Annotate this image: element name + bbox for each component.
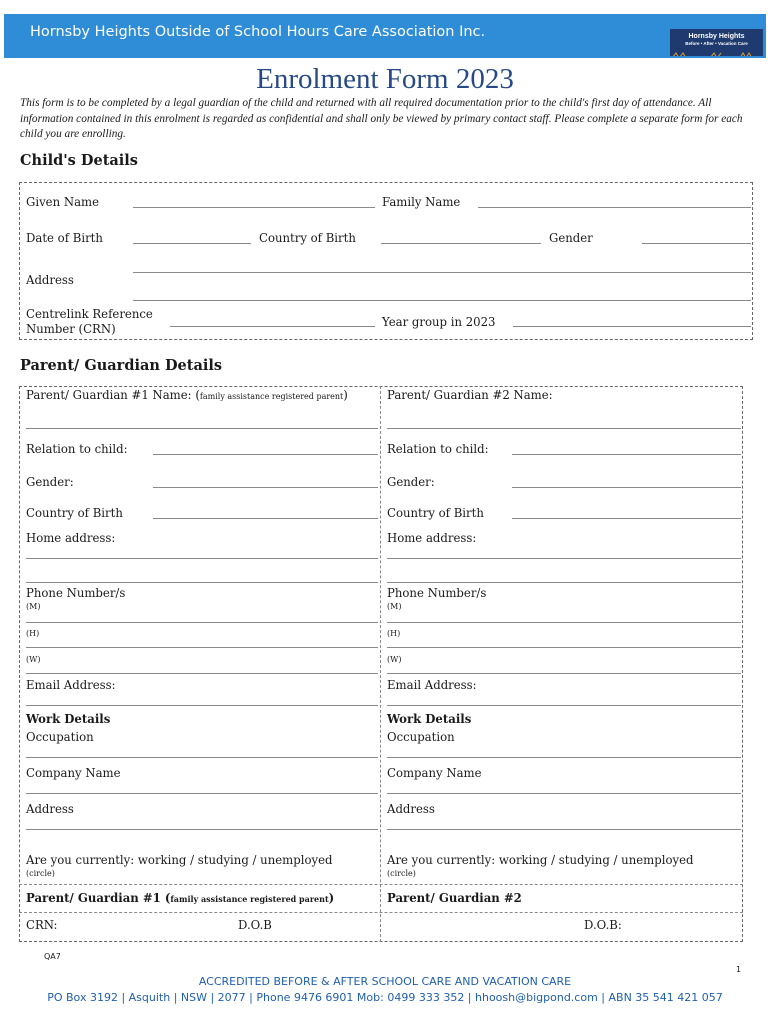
p2-home-phone-label: (H) [387, 629, 401, 638]
registration-divider [19, 884, 743, 885]
year-group-field[interactable] [513, 326, 751, 327]
child-country-label: Country of Birth [259, 231, 356, 245]
p1-home-address-field-1[interactable] [26, 558, 378, 559]
p2-occupation-label: Occupation [387, 730, 455, 744]
p1-status-label: Are you currently: working / studying / unemployed [26, 853, 333, 867]
family-name-field[interactable] [478, 207, 751, 208]
logo-line-2: Before • After • Vacation Care [685, 41, 748, 46]
p2-country-field[interactable] [512, 518, 741, 519]
p1-relation-field[interactable] [153, 454, 378, 455]
p2-occupation-field[interactable] [387, 757, 741, 758]
p1-home-address-label: Home address: [26, 531, 116, 545]
p1-mobile-field[interactable] [26, 622, 378, 623]
p2-gender-field[interactable] [512, 487, 741, 488]
p1-work-address-field[interactable] [26, 829, 378, 830]
child-address-field-1[interactable] [133, 272, 751, 273]
form-code: QA7 [44, 952, 61, 961]
p1-email-field[interactable] [26, 705, 378, 706]
p2-home-address-label: Home address: [387, 531, 477, 545]
p1-relation-label: Relation to child: [26, 442, 128, 456]
p2-mobile-label: (M) [387, 602, 402, 611]
p2-email-label: Email Address: [387, 678, 477, 692]
p1-home-phone-field[interactable] [26, 647, 378, 648]
child-gender-label: Gender [549, 231, 593, 245]
family-name-label: Family Name [382, 195, 461, 209]
p1-name-label: Parent/ Guardian #1 Name: (family assistance registered parent) [26, 388, 348, 402]
p2-email-field[interactable] [387, 705, 741, 706]
p2-work-address-label: Address [387, 802, 435, 816]
logo-squiggle-icon [670, 52, 763, 56]
p2-company-label: Company Name [387, 766, 482, 780]
registration-divider-2 [19, 912, 743, 913]
child-gender-field[interactable] [642, 243, 751, 244]
p2-relation-label: Relation to child: [387, 442, 489, 456]
parent-details-heading: Parent/ Guardian Details [20, 357, 223, 374]
crn-label-line2: Number (CRN) [26, 322, 116, 336]
p1-registered-heading: Parent/ Guardian #1 (family assistance registered parent) [26, 891, 335, 905]
p1-gender-label: Gender: [26, 475, 74, 489]
p2-home-address-field-2[interactable] [387, 582, 741, 583]
p1-home-address-field-2[interactable] [26, 582, 378, 583]
p2-work-address-field[interactable] [387, 829, 741, 830]
p2-work-details-label: Work Details [387, 712, 472, 726]
p1-mobile-label: (M) [26, 602, 41, 611]
intro-text: This form is to be completed by a legal guardian of the child and returned with all required documentation prior to the child's first day of attendance. All information contained in this enrolment is regarded as confidential and shall only be viewed by primary contact staff. Please complete a separate form for each child you are enrolling. [20, 97, 743, 140]
p2-home-phone-field[interactable] [387, 647, 741, 648]
organisation-logo [670, 29, 763, 56]
p2-relation-field[interactable] [512, 454, 741, 455]
logo-line-1: Hornsby Heights [688, 33, 745, 40]
child-address-field-2[interactable] [133, 300, 751, 301]
p2-dob-label: D.O.B: [584, 918, 622, 932]
page-number: 1 [736, 965, 742, 974]
p2-name-label: Parent/ Guardian #2 Name: [387, 388, 553, 402]
crn-field[interactable] [170, 326, 375, 327]
p1-country-label: Country of Birth [26, 506, 123, 520]
form-title: Enrolment Form 2023 [256, 63, 514, 95]
child-address-label: Address [26, 273, 74, 287]
p1-home-phone-label: (H) [26, 629, 40, 638]
p1-dob-label: D.O.B [238, 918, 272, 932]
p1-circle-note: (circle) [26, 869, 55, 878]
p1-work-phone-field[interactable] [26, 673, 378, 674]
p2-gender-label: Gender: [387, 475, 435, 489]
child-dob-label: Date of Birth [26, 231, 103, 245]
p2-circle-note: (circle) [387, 869, 416, 878]
p1-work-details-label: Work Details [26, 712, 111, 726]
p1-email-label: Email Address: [26, 678, 116, 692]
p1-crn-label: CRN: [26, 918, 58, 932]
p1-gender-field[interactable] [153, 487, 378, 488]
p2-registered-heading: Parent/ Guardian #2 [387, 891, 522, 905]
p1-occupation-field[interactable] [26, 757, 378, 758]
p1-country-field[interactable] [153, 518, 378, 519]
p2-name-field[interactable] [387, 428, 741, 429]
p1-name-field[interactable] [26, 428, 378, 429]
contact-details: PO Box 3192 | Asquith | NSW | 2077 | Phone 9476 6901 Mob: 0499 333 352 | hhoosh@bigpond.com | ABN 35 541 421 057 [47, 991, 723, 1004]
p1-company-label: Company Name [26, 766, 121, 780]
p2-work-phone-field[interactable] [387, 673, 741, 674]
given-name-field[interactable] [133, 207, 375, 208]
p2-company-field[interactable] [387, 793, 741, 794]
organisation-name: Hornsby Heights Outside of School Hours Care Association Inc. [30, 24, 486, 40]
given-name-label: Given Name [26, 195, 100, 209]
p1-company-field[interactable] [26, 793, 378, 794]
p1-occupation-label: Occupation [26, 730, 94, 744]
p2-work-phone-label: (W) [387, 655, 402, 664]
child-details-heading: Child's Details [20, 152, 138, 169]
crn-label-line1: Centrelink Reference [26, 307, 153, 321]
p2-phone-label: Phone Number/s [387, 586, 487, 600]
child-country-field[interactable] [381, 243, 541, 244]
p2-country-label: Country of Birth [387, 506, 484, 520]
parent-column-divider [380, 386, 381, 942]
p1-work-address-label: Address [26, 802, 74, 816]
child-dob-field[interactable] [133, 243, 251, 244]
p2-status-label: Are you currently: working / studying / unemployed [387, 853, 694, 867]
year-group-label: Year group in 2023 [382, 315, 496, 329]
accreditation-text: ACCREDITED BEFORE & AFTER SCHOOL CARE AND VACATION CARE [198, 975, 572, 988]
p2-mobile-field[interactable] [387, 622, 741, 623]
p1-work-phone-label: (W) [26, 655, 41, 664]
p1-phone-label: Phone Number/s [26, 586, 126, 600]
p2-home-address-field-1[interactable] [387, 558, 741, 559]
